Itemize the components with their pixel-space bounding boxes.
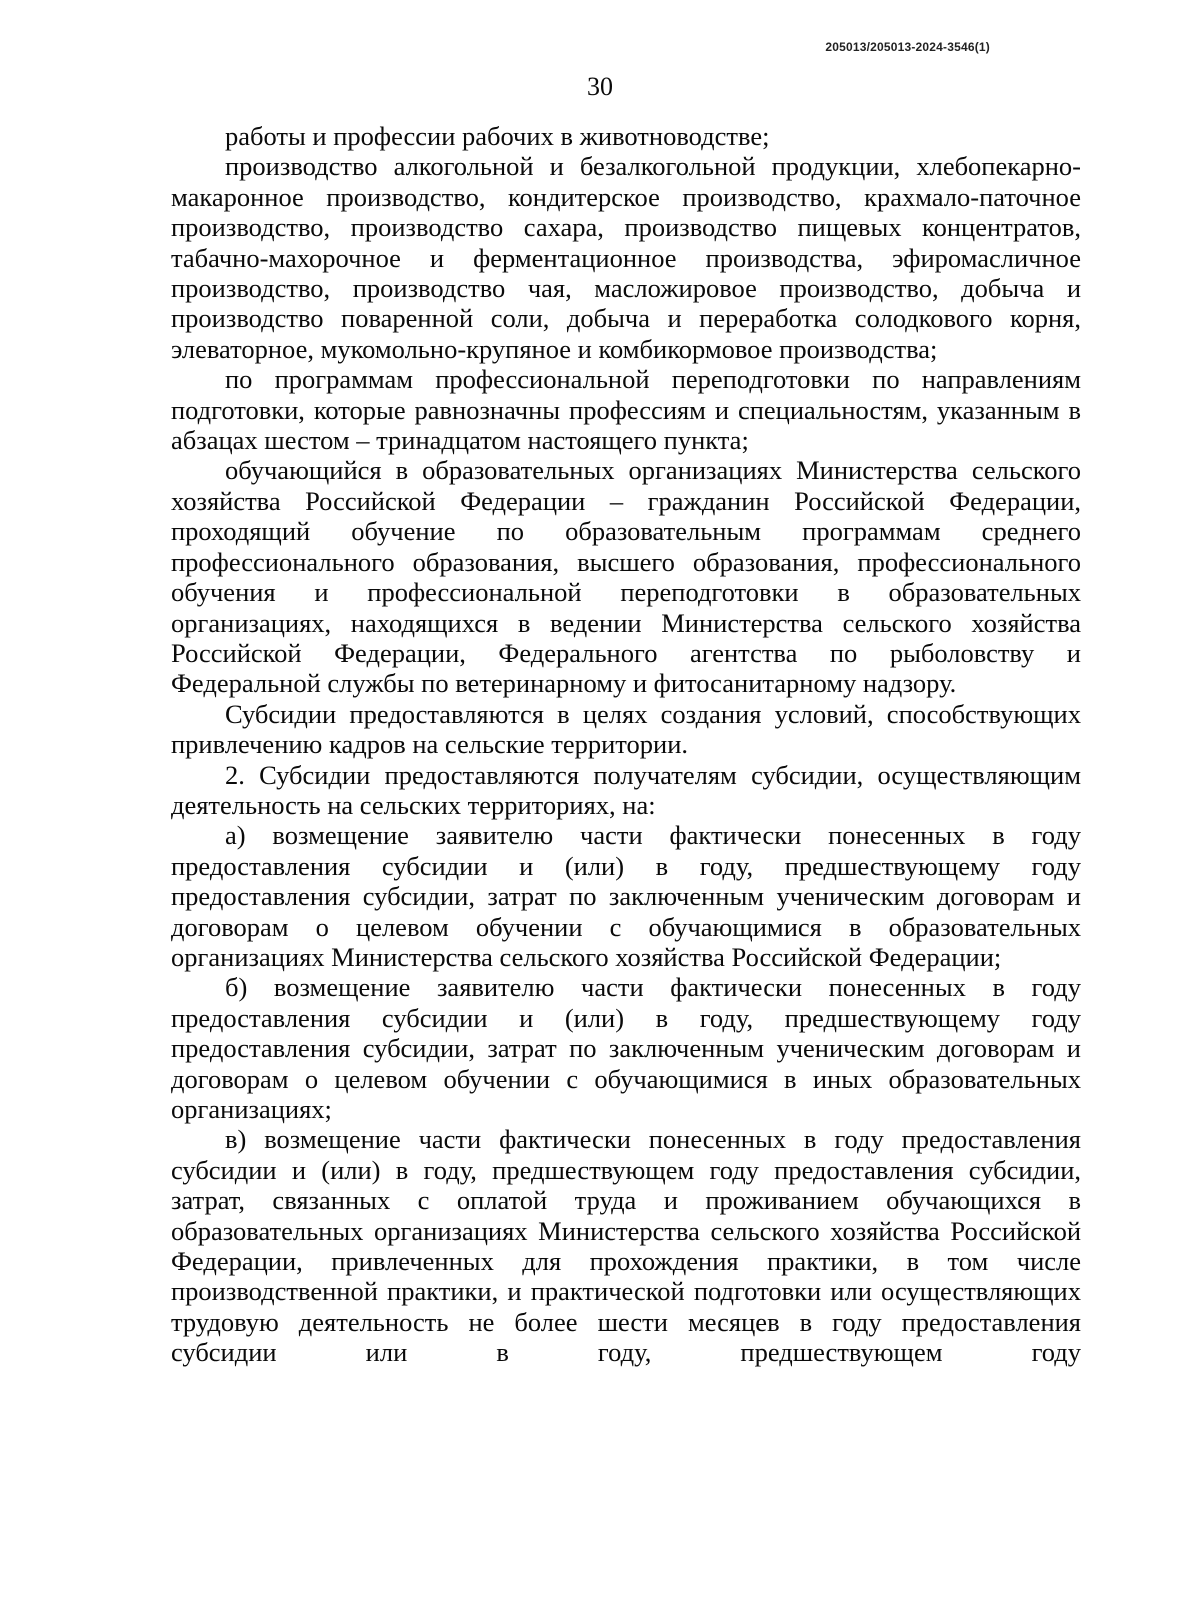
paragraph-food-production: производство алкогольной и безалкогольной продукции, хлебопекарно-макаронное производство, кондитерское производство, крахмало-паточное производство, производство сахара, производство пищевых концентратов, табачно-махорочное и ферментационное производства, эфиромасличное производство, производство чая, масложировое производство, добыча и производство поваренной соли, добыча и переработка солодкового корня, элеваторное, мукомольно-крупяное и комбикормовое производства; (171, 151, 1081, 364)
paragraph-subitem-a: а) возмещение заявителю части фактически понесенных в году предоставления субсидии и (или) в году, предшествующему году предоставления субсидии, затрат по заключенным ученическим договорам и договорам о целевом обучении с обучающимися в образовательных организациях Министерства сельского хозяйства Российской Федерации; (171, 820, 1081, 972)
paragraph-student-definition: обучающийся в образовательных организациях Министерства сельского хозяйства Российской Федерации – гражданин Российской Федерации, проходящий обучение по образовательным программам среднего профессионального образования, высшего образования, профессионального обучения и профессиональной переподготовки в образовательных организациях, находящихся в ведении Министерства сельского хозяйства Российской Федерации, Федерального агентства по рыболовству и Федеральной службы по ветеринарному и фитосанитарному надзору. (171, 455, 1081, 699)
paragraph-subitem-b: б) возмещение заявителю части фактически понесенных в году предоставления субсидии и (или) в году, предшествующему году предоставления субсидии, затрат по заключенным ученическим договорам и договорам о целевом обучении с обучающимися в иных образовательных организациях; (171, 972, 1081, 1124)
paragraph-retraining-programs: по программам профессиональной переподготовки по направлениям подготовки, которые равнозначны профессиям и специальностям, указанным в абзацах шестом – тринадцатом настоящего пункта; (171, 364, 1081, 456)
paragraph-item-2: 2. Субсидии предоставляются получателям субсидии, осуществляющим деятельность на сельских территориях, на: (171, 759, 1081, 820)
paragraph-subsidy-purpose: Субсидии предоставляются в целях создания условий, способствующих привлечению кадров на сельские территории. (171, 698, 1081, 760)
document-registration-number: 205013/205013-2024-3546(1) (825, 40, 990, 54)
paragraph-livestock-workers: работы и профессии рабочих в животноводстве; (225, 121, 770, 151)
document-body (171, 121, 1081, 1368)
page-number: 30 (587, 72, 613, 101)
paragraph-subitem-v: в) возмещение части фактически понесенных в году предоставления субсидии и (или) в году, предшествующем году предоставления субсидии, затрат, связанных с оплатой труда и проживанием обучающихся в образовательных организациях Министерства сельского хозяйства Российской Федерации, привлеченных для прохождения практики, в том числе производственной практики, и практической подготовки или осуществляющих трудовую деятельность не более шести месяцев в году предоставления субсидии или в году, предшествующем году (171, 1124, 1081, 1368)
